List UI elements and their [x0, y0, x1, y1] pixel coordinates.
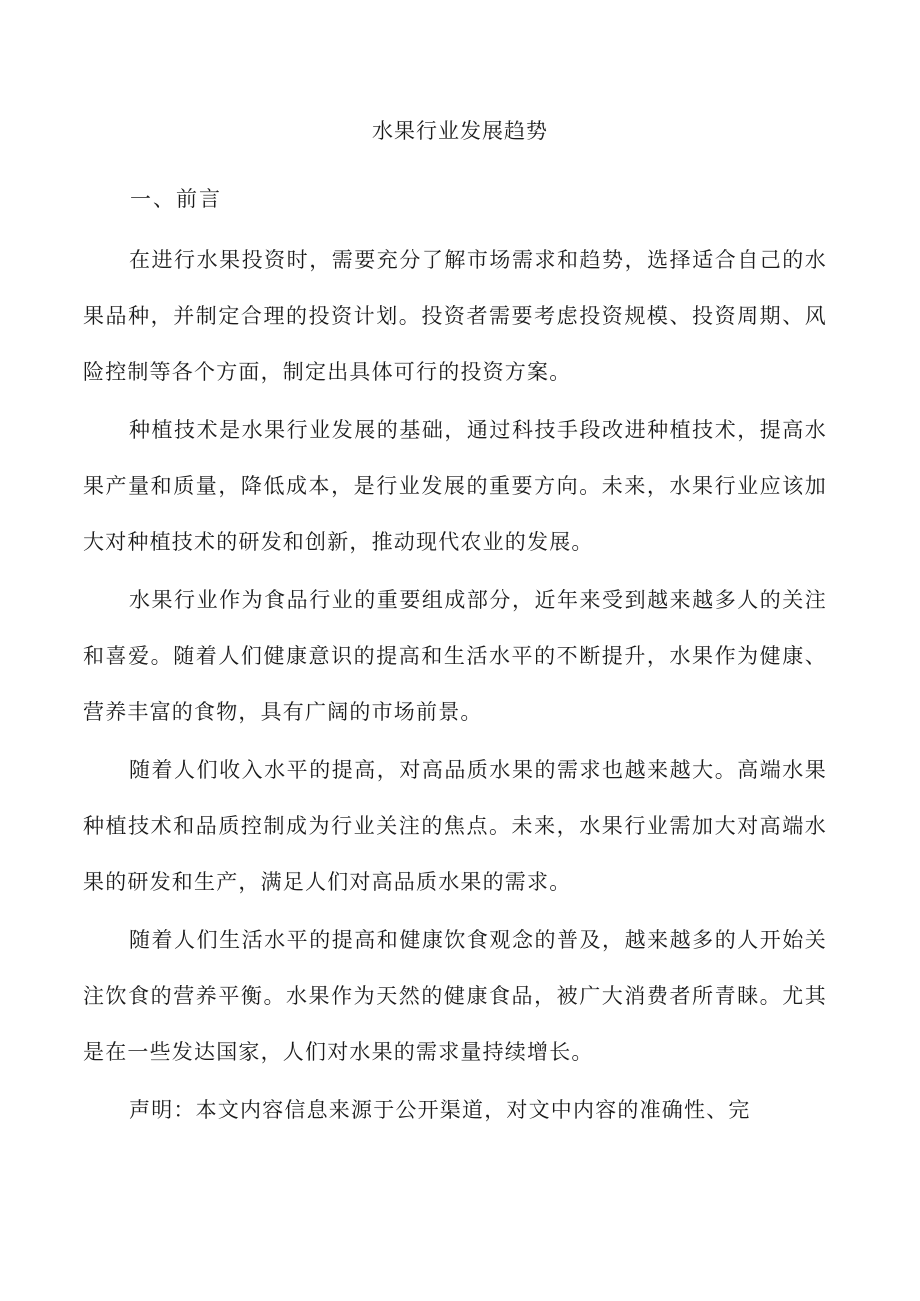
disclaimer-paragraph: 声明：本文内容信息来源于公开渠道，对文中内容的准确性、完: [129, 1098, 751, 1122]
page-title: 水果行业发展趋势: [372, 119, 548, 143]
paragraph: 随着人们收入水平的提高，对高品质水果的需求也越来越大。高端水果种植技术和品质控制成为行业关注的焦点。未来，水果行业需加大对高端水果的研发和生产，满足人们对高品质水果的需求。: [83, 758, 827, 894]
paragraph: 种植技术是水果行业发展的基础，通过科技手段改进种植技术，提高水果产量和质量，降低成本，是行业发展的重要方向。未来，水果行业应该加大对种植技术的研发和创新，推动现代农业的发展。: [83, 418, 827, 554]
paragraph: 水果行业作为食品行业的重要组成部分，近年来受到越来越多人的关注和喜爱。随着人们健康意识的提高和生活水平的不断提升，水果作为健康、营养丰富的食物，具有广阔的市场前景。: [83, 588, 827, 724]
section-heading: 一、前言: [130, 187, 222, 211]
paragraph: 随着人们生活水平的提高和健康饮食观念的普及，越来越多的人开始关注饮食的营养平衡。水果作为天然的健康食品，被广大消费者所青睐。尤其是在一些发达国家，人们对水果的需求量持续增长。: [83, 928, 827, 1064]
paragraph: 在进行水果投资时，需要充分了解市场需求和趋势，选择适合自己的水果品种，并制定合理的投资计划。投资者需要考虑投资规模、投资周期、风险控制等各个方面，制定出具体可行的投资方案。: [83, 248, 827, 384]
